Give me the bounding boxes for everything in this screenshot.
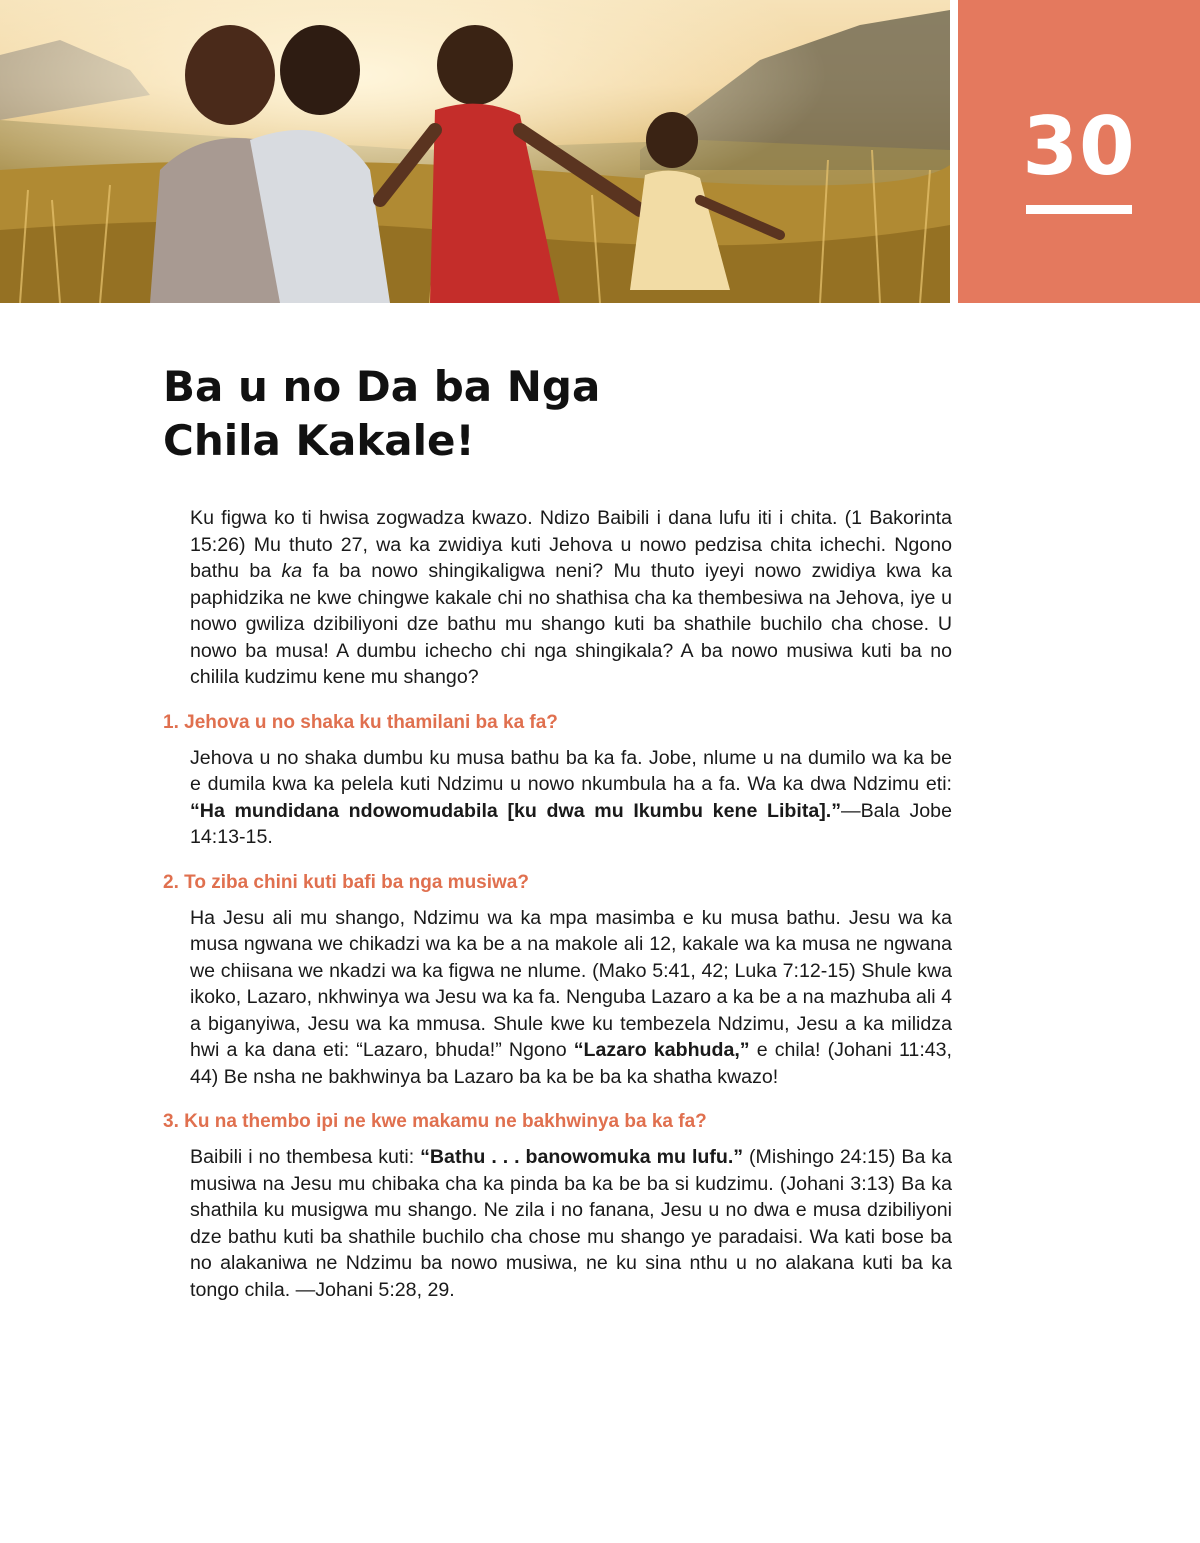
question-3-heading: 3. Ku na thembo ipi ne kwe makamu ne bakhwinya ba ka fa? (163, 1111, 707, 1132)
hero-photo (0, 0, 950, 303)
q3-text-1: Baibili i no thembesa kuti: (190, 1146, 421, 1168)
lesson-content (163, 505, 952, 1303)
intro-italic: ka (281, 560, 303, 582)
question-1-heading: 1. Jehova u no shaka ku thamilani ba ka fa? (163, 711, 558, 733)
q1-bold-quote: “Ha mundidana ndowomudabila [ku dwa mu Ikumbu kene Libita].” (190, 799, 842, 822)
q3-text-2: (Mishingo 24:15) Ba ka musiwa na Jesu mu chibaka cha ka pinda ba ka be ba si kudzimu. (Johani 3:13) Ba ka shathila ku musigwa mu shango. Ne zila i no fanana, Jesu u no dwa e musa dzibiliyoni dze bathu kuti ba shathile buchilo cha chose mu shango ye paradaisi. Wa kati bose ba no alakaniwa ne Ndzimu ba nowo musiwa, ne ku sina nthu u no alakana kuti ba ka tongo chila. —Johani 5:28, 29. (190, 1146, 952, 1301)
family-field-illustration (0, 0, 950, 303)
lesson-number-underline (1026, 205, 1132, 214)
page-title-line-1: Ba u no Da ba Nga (163, 362, 601, 411)
question-3-paragraph (190, 1144, 952, 1303)
question-2-paragraph (190, 905, 952, 1091)
lesson-number: 30 (1022, 100, 1136, 193)
intro-text-1: Ku figwa ko ti hwisa zogwadza kwazo. Ndizo Baibili i dana lufu iti i chita. (1 Bakorinta 15:26) Mu thuto 27, wa ka zwidiya kuti Jehova u nowo pedzisa chita ichechi. Ngono bathu ba (190, 507, 952, 582)
intro-paragraph (190, 505, 952, 691)
page-title (163, 360, 863, 468)
q1-text-2: —Bala Jobe 14:13-15. (190, 799, 952, 848)
q1-text-1: Jehova u no shaka dumbu ku musa bathu ba ka fa. Jobe, nlume u na dumilo wa ka be e dumila kwa ka pelela kuti Ndzimu u nowo nkumbula ha a fa. Wa ka dwa Ndzimu eti: (190, 746, 952, 795)
intro-text-2: fa ba nowo shingikaligwa neni? Mu thuto iyeyi nowo zwidiya kwa ka paphidzika ne kwe chingwe kakale chi no shathisa cha ka thembesiwa na Jehova, iye u nowo gwiliza dzibiliyoni dze bathu mu shango kuti ba shathile buchilo cha chose. U nowo ba musa! A dumbu ichecho chi nga shingikala? A ba nowo musiwa kuti ba no chilila kudzimu kene mu shango? (190, 560, 952, 688)
q2-bold-quote: “Lazaro kabhuda,” (573, 1039, 750, 1061)
question-1-paragraph (190, 745, 952, 851)
lesson-number-box (958, 0, 1200, 303)
page-title-line-2: Chila Kakale! (163, 416, 475, 465)
question-2-heading: 2. To ziba chini kuti bafi ba nga musiwa? (163, 871, 529, 893)
q2-text-1: Ha Jesu ali mu shango, Ndzimu wa ka mpa masimba e ku musa bathu. Jesu wa ka musa ngwana we chikadzi wa ka be a na makole ali 12, kakale wa ka musa ne ngwana we chiisana we nkadzi wa ka figwa ne nlume. (Mako 5:41, 42; Luka 7:12-15) Shule kwa ikoko, Lazaro, nkhwinya wa Jesu wa ka fa. Nenguba Lazaro a ka be a na mazhuba ali 4 a biganyiwa, Jesu wa ka mmusa. Shule kwe ku tembezela Ndzimu, Jesu a ka milidza hwi a ka dana eti: “Lazaro, bhuda!” Ngono (190, 906, 952, 1061)
q3-bold-quote: “Bathu . . . banowomuka mu lufu.” (420, 1146, 744, 1168)
q2-text-2: e chila! (Johani 11:43, 44) Be nsha ne bakhwinya ba Lazaro ba ka be ba ka shatha kwazo! (190, 1039, 952, 1088)
